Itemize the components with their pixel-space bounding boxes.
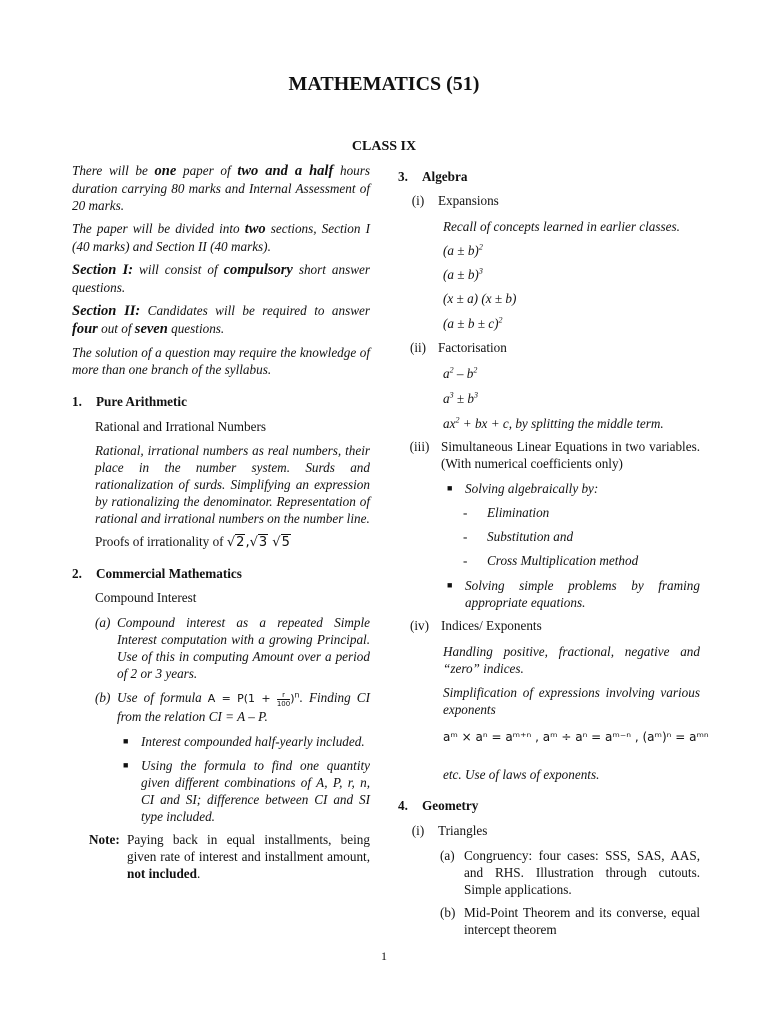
bullet-item [117, 733, 370, 750]
section-number: 3. [398, 169, 408, 184]
expression: (x ± a) (x ± b) [443, 291, 517, 306]
radical-sign-icon: √ [226, 535, 236, 550]
right-column [398, 168, 709, 938]
text: paper of [176, 163, 238, 178]
bullet-text: Solving algebraically by: [465, 481, 599, 496]
subsection-title: Factorisation [438, 340, 507, 355]
section-title: Geometry [422, 798, 479, 813]
emphasis: Section I: [72, 262, 134, 278]
text: Proofs of irrationality of [95, 534, 227, 549]
item-text: Congruency: four cases: SSS, SAS, AAS, and RHS. Illustration through cutouts. Simple applications. [464, 848, 700, 897]
item-label: (b) [95, 690, 111, 705]
radicand: 2 [236, 535, 245, 550]
exponents-list [443, 643, 709, 783]
compound-interest-formula [207, 690, 300, 708]
superscript: 2 [449, 365, 454, 375]
emphasis: four [72, 321, 98, 337]
section-number: 4. [398, 798, 408, 813]
superscript: 2 [455, 415, 460, 425]
intro-paragraph-1 [72, 162, 370, 214]
subsection-title: Simultaneous Linear Equations in two variables. (With numerical coefficients only) [441, 439, 700, 471]
bullet-item [441, 480, 700, 497]
dash-icon: - [463, 553, 468, 568]
item-label: (i) [411, 193, 425, 208]
page-title: MATHEMATICS (51) [288, 73, 480, 95]
item-label: (ii) [409, 340, 427, 355]
subsection-heading [398, 822, 700, 839]
note-emphasis: not included [127, 865, 197, 881]
item-label: (a) [440, 848, 455, 863]
bullet-text: Solving simple problems by framing appropriate equations. [465, 578, 700, 610]
superscript: 3 [449, 390, 454, 400]
section-heading-algebra [398, 168, 700, 185]
laws-of-exponents: aᵐ × aⁿ = aᵐ⁺ⁿ , aᵐ ÷ aⁿ = aᵐ⁻ⁿ , (aᵐ)ⁿ = aᵐⁿ [443, 730, 709, 744]
superscript: 2 [498, 315, 503, 325]
text-paragraph: Simplification of expressions involving various exponents [443, 685, 700, 717]
text: , [245, 535, 250, 550]
superscript: 3 [474, 390, 479, 400]
superscript: 2 [473, 365, 478, 375]
page-number: 1 [381, 949, 387, 963]
text: ± b [453, 391, 475, 406]
text: a [443, 391, 450, 406]
text: will consist of [133, 262, 224, 277]
list-item [95, 614, 370, 682]
text-line: etc. Use of laws of exponents. [443, 767, 600, 782]
section-heading-geometry [398, 797, 700, 814]
item-text: Mid-Point Theorem and its converse, equal intercept theorem [464, 905, 700, 937]
section-title: Pure Arithmetic [96, 394, 187, 409]
expansions-list [443, 218, 700, 332]
section-title: Algebra [422, 169, 468, 184]
text: (a ± b ± c) [443, 316, 499, 331]
factorisation-list [443, 365, 700, 432]
simultaneous-equations-list [441, 480, 700, 611]
radicand: 5 [281, 535, 290, 550]
expression [443, 390, 700, 407]
item-label: (a) [95, 615, 111, 630]
superscript: 2 [478, 242, 483, 252]
formula-part: A = P(1 + [207, 692, 277, 705]
dash-icon: - [463, 529, 468, 544]
text: hours duration carrying 80 marks and Internal Assessment of 20 marks. [72, 163, 371, 213]
subsection-title: Indices/ Exponents [441, 618, 542, 633]
bullet-text: Using the formula to find one quantity given different combinations of A, P, r, n, CI and SI; difference between CI and SI type included. [141, 757, 370, 824]
radical-sign-icon: √ [272, 535, 281, 550]
text: (a ± b) [443, 243, 479, 258]
section-title: Commercial Mathematics [96, 566, 242, 581]
triangles-list [440, 847, 700, 938]
intro-paragraph-2 [72, 220, 370, 255]
intro-paragraph-4 [72, 302, 370, 338]
expression [443, 315, 700, 332]
bullet-text: Interest compounded half-yearly included. [141, 733, 365, 749]
dash-item [463, 528, 700, 545]
expression [443, 266, 700, 283]
text: Candidates will be required to answer [140, 303, 371, 318]
intro-paragraph-5: The solution of a question may require the knowledge of more than one branch of the syllabus. [72, 345, 370, 377]
bullet-icon: ■ [123, 735, 129, 746]
list-item [440, 847, 700, 898]
intro-paragraph-3 [72, 261, 370, 296]
subsection-heading [398, 617, 700, 634]
item-text: Compound interest as a repeated Simple Interest computation with a growing Principal. Use of this in computing Amount over a period of 2 or 3 years. [117, 615, 370, 681]
bullet-item [117, 757, 370, 825]
bullet-icon: ■ [447, 483, 453, 493]
text: – b [453, 366, 474, 381]
list-item [440, 904, 700, 938]
text: Use of formula [117, 690, 208, 705]
item-label: (iii) [409, 439, 430, 454]
fraction-denominator: 100 [276, 699, 291, 708]
text: . Finding CI from the relation CI = A – P. [117, 690, 370, 724]
emphasis: one [154, 163, 177, 179]
dash-icon: - [463, 505, 468, 520]
emphasis: compulsory [223, 262, 293, 278]
dash-text: Substitution and [487, 529, 574, 544]
text: ax [443, 416, 456, 431]
fraction-numerator: r [277, 691, 290, 700]
radical-sign-icon: √ [249, 535, 258, 550]
text: questions. [167, 321, 225, 336]
surd-expression [227, 535, 291, 550]
dash-item [463, 552, 700, 569]
text: . [197, 865, 201, 881]
emphasis: Section II: [72, 303, 141, 319]
subsection-title: Triangles [438, 823, 488, 838]
radicand: 3 [258, 535, 268, 550]
note-label: Note: [89, 831, 120, 847]
list-item [95, 689, 370, 725]
text: sections, Section I (40 marks) and Section II (40 marks). [72, 221, 370, 254]
section-number: 1. [72, 394, 82, 409]
text: The paper will be divided into [72, 221, 245, 236]
dash-text: Elimination [487, 505, 550, 520]
subsection-heading [398, 438, 700, 472]
section-description: Rational, irrational numbers as real numbers, their place in the number system. Surds and rationalization of surds. Simplifying an expression by rationalizing the denominator. Representation of rational and irrational numbers on the number line. [95, 443, 370, 526]
item-label: (iv) [409, 618, 430, 633]
expression [443, 415, 700, 432]
note-text: Paying back in equal installments, being given rate of interest and installment amount, [127, 831, 370, 864]
note [89, 831, 370, 882]
dash-text: Cross Multiplication method [487, 553, 639, 568]
subsection-title: Rational and Irrational Numbers [95, 419, 267, 434]
text: There will be [72, 163, 155, 178]
text: a [443, 366, 450, 381]
bullet-icon: ■ [123, 759, 129, 770]
formula-exponent: n [294, 690, 300, 700]
emphasis: seven [134, 321, 168, 337]
subsection-heading [398, 339, 700, 356]
bullet-icon: ■ [447, 580, 453, 590]
proofs-line [95, 533, 370, 551]
formula-part: ) [290, 692, 295, 705]
item-label: (b) [440, 905, 456, 920]
emphasis: two [244, 221, 266, 237]
expression [443, 242, 700, 259]
item-label: (i) [411, 823, 425, 838]
text-paragraph: Handling positive, fractional, negative and “zero” indices. [443, 644, 700, 676]
bullet-item [441, 577, 700, 611]
section-heading-pure-arithmetic [72, 393, 370, 410]
section-heading-commercial-mathematics [72, 565, 370, 582]
subsection-heading [398, 192, 700, 209]
text: (a ± b) [443, 267, 479, 282]
dash-item [463, 504, 700, 521]
expression [443, 365, 700, 382]
subsection-title: Compound Interest [95, 590, 197, 605]
left-column [72, 162, 370, 882]
text: + bx + c, by splitting the middle term. [459, 416, 664, 431]
superscript: 3 [478, 266, 483, 276]
emphasis: two and a half [237, 163, 334, 179]
text: short answer questions. [72, 262, 371, 295]
text: out of [97, 321, 135, 336]
text-line: Recall of concepts learned in earlier classes. [443, 219, 680, 234]
class-label: CLASS IX [351, 139, 417, 154]
section-number: 2. [72, 566, 82, 581]
subsection-title: Expansions [438, 193, 499, 208]
